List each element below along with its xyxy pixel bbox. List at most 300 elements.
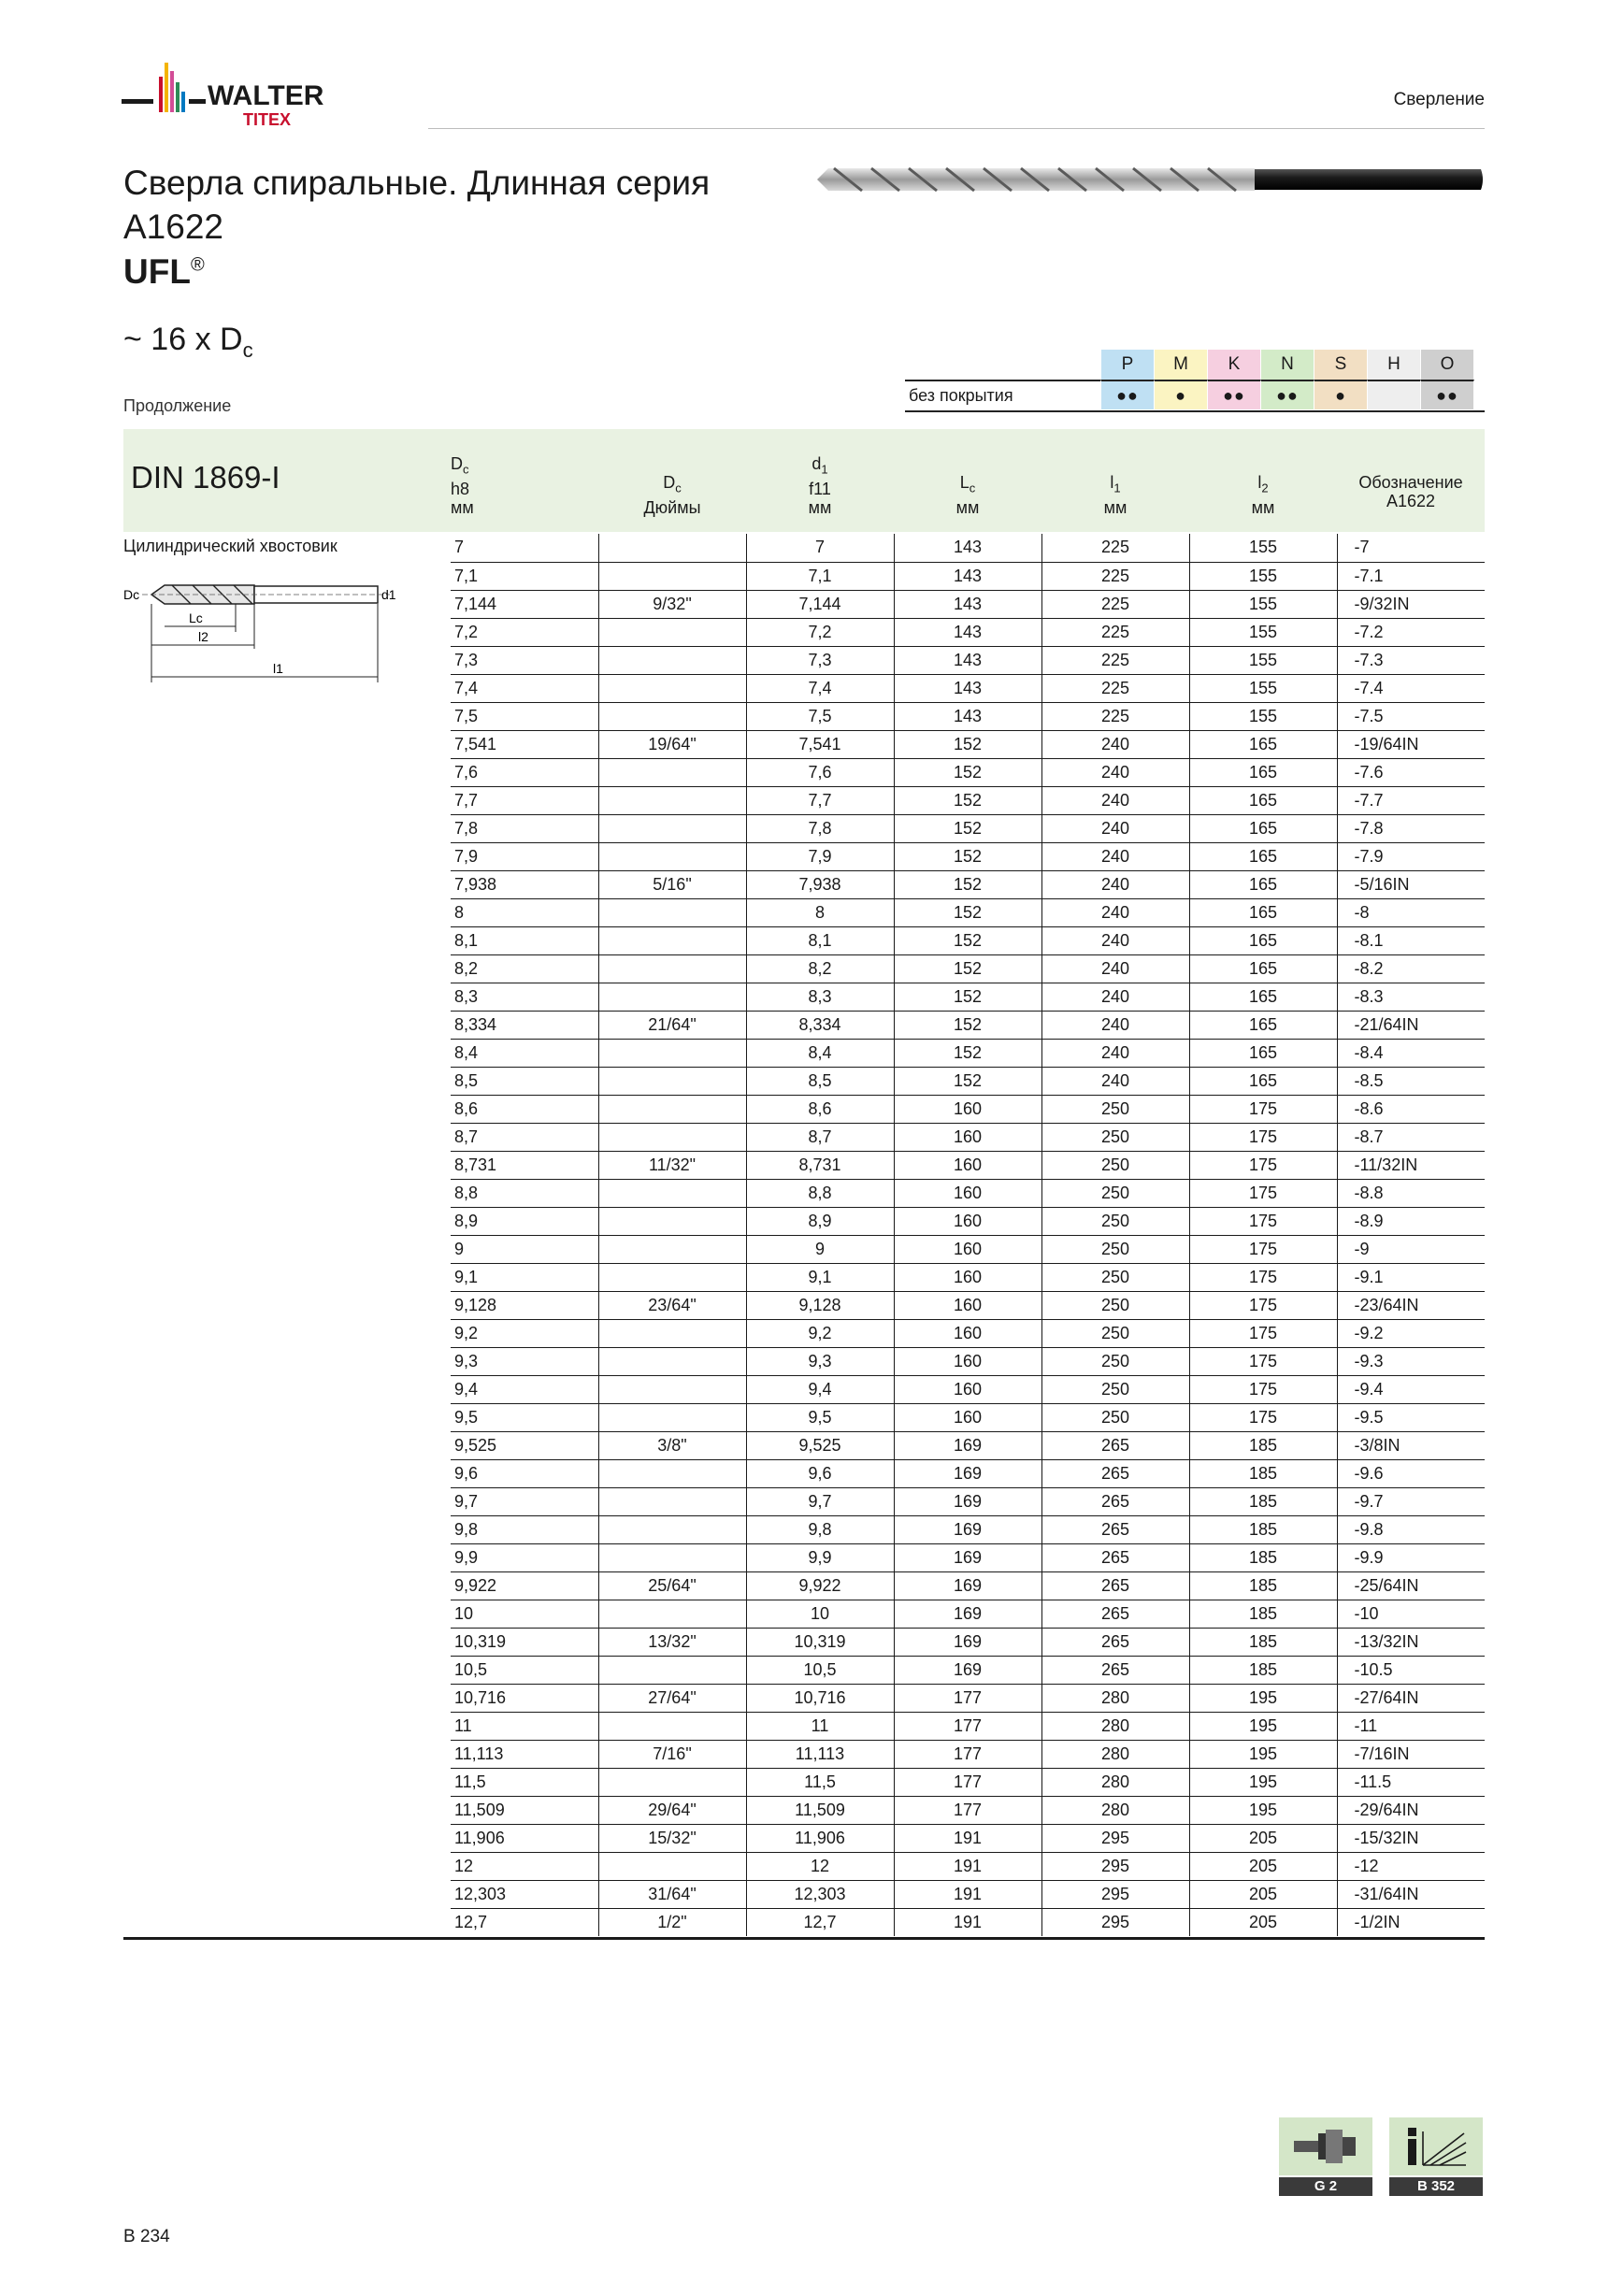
table-row bbox=[451, 562, 1485, 590]
cell-dc-inch bbox=[598, 1179, 746, 1207]
table-row bbox=[451, 1600, 1485, 1628]
cell-l1: 265 bbox=[1041, 1543, 1189, 1571]
cell-designation: -9.4 bbox=[1337, 1375, 1485, 1403]
cell-l2: 155 bbox=[1189, 674, 1337, 702]
ref-tag-g2: G 2 bbox=[1279, 2177, 1372, 2196]
cell-l1: 265 bbox=[1041, 1431, 1189, 1459]
cell-dc-mm: 7,6 bbox=[451, 758, 598, 786]
cell-dc-inch: 3/8" bbox=[598, 1431, 746, 1459]
cell-dc-mm: 7,3 bbox=[451, 646, 598, 674]
cell-designation: -19/64IN bbox=[1337, 730, 1485, 758]
cell-dc-inch bbox=[598, 1347, 746, 1375]
cell-d1: 8,6 bbox=[746, 1095, 894, 1123]
cell-lc: 169 bbox=[894, 1543, 1041, 1571]
cell-l1: 265 bbox=[1041, 1656, 1189, 1684]
cell-l2: 195 bbox=[1189, 1684, 1337, 1712]
col-header-l2: $l_2$ мм bbox=[1251, 473, 1275, 517]
material-suitability-grid bbox=[905, 350, 1474, 409]
cell-d1: 9,9 bbox=[746, 1543, 894, 1571]
cell-d1: 7,3 bbox=[746, 646, 894, 674]
table-row bbox=[451, 1319, 1485, 1347]
cell-d1: 7,938 bbox=[746, 870, 894, 898]
cell-dc-mm: 9,9 bbox=[451, 1543, 598, 1571]
cell-dc-mm: 7,9 bbox=[451, 842, 598, 870]
cell-l2: 175 bbox=[1189, 1123, 1337, 1151]
cell-designation: -7.2 bbox=[1337, 618, 1485, 646]
cell-designation: -8.7 bbox=[1337, 1123, 1485, 1151]
cell-dc-inch: 1/2" bbox=[598, 1908, 746, 1936]
cell-dc-inch bbox=[598, 646, 746, 674]
cell-l1: 295 bbox=[1041, 1824, 1189, 1852]
cell-d1: 10 bbox=[746, 1600, 894, 1628]
cell-d1: 7,144 bbox=[746, 590, 894, 618]
cell-l1: 225 bbox=[1041, 562, 1189, 590]
cell-dc-mm: 9,2 bbox=[451, 1319, 598, 1347]
cell-l1: 280 bbox=[1041, 1740, 1189, 1768]
rating-o: ●● bbox=[1421, 380, 1474, 409]
cell-lc: 177 bbox=[894, 1768, 1041, 1796]
cell-d1: 8 bbox=[746, 898, 894, 926]
cell-dc-mm: 8,731 bbox=[451, 1151, 598, 1179]
cell-lc: 191 bbox=[894, 1880, 1041, 1908]
ref-tag-b352: B 352 bbox=[1389, 2177, 1483, 2196]
cell-dc-mm: 7,7 bbox=[451, 786, 598, 814]
cell-designation: -9/32IN bbox=[1337, 590, 1485, 618]
cell-l2: 185 bbox=[1189, 1628, 1337, 1656]
cell-l2: 165 bbox=[1189, 898, 1337, 926]
cell-l1: 240 bbox=[1041, 1039, 1189, 1067]
cell-dc-mm: 7,8 bbox=[451, 814, 598, 842]
cell-d1: 7,2 bbox=[746, 618, 894, 646]
cell-l1: 250 bbox=[1041, 1179, 1189, 1207]
cell-dc-mm: 11,113 bbox=[451, 1740, 598, 1768]
cell-designation: -27/64IN bbox=[1337, 1684, 1485, 1712]
brand-sub-wordmark: TITEX bbox=[243, 110, 292, 129]
cell-lc: 169 bbox=[894, 1628, 1041, 1656]
cell-dc-inch: 13/32" bbox=[598, 1628, 746, 1656]
cell-dc-inch: 19/64" bbox=[598, 730, 746, 758]
table-row bbox=[451, 590, 1485, 618]
cell-dc-mm: 9,4 bbox=[451, 1375, 598, 1403]
table-row bbox=[451, 1263, 1485, 1291]
cell-designation: -9.6 bbox=[1337, 1459, 1485, 1487]
section-label: Сверление bbox=[1393, 90, 1485, 109]
shank-type-label: Цилиндрический хвостовик bbox=[123, 537, 338, 555]
cell-l1: 250 bbox=[1041, 1151, 1189, 1179]
cell-dc-inch bbox=[598, 1263, 746, 1291]
cell-l1: 240 bbox=[1041, 842, 1189, 870]
cell-l1: 240 bbox=[1041, 954, 1189, 983]
cell-l2: 165 bbox=[1189, 954, 1337, 983]
header-divider bbox=[428, 128, 1485, 129]
cell-designation: -8.6 bbox=[1337, 1095, 1485, 1123]
cell-dc-mm: 8,2 bbox=[451, 954, 598, 983]
cell-dc-mm: 8,1 bbox=[451, 926, 598, 954]
cell-dc-inch bbox=[598, 954, 746, 983]
cell-l1: 295 bbox=[1041, 1852, 1189, 1880]
cell-designation: -9.1 bbox=[1337, 1263, 1485, 1291]
cell-dc-inch bbox=[598, 1515, 746, 1543]
diagram-label-dc: Dc bbox=[123, 587, 140, 602]
cell-dc-inch: 23/64" bbox=[598, 1291, 746, 1319]
table-row bbox=[451, 1880, 1485, 1908]
cell-l2: 175 bbox=[1189, 1095, 1337, 1123]
cell-dc-mm: 8,4 bbox=[451, 1039, 598, 1067]
cell-dc-inch: 15/32" bbox=[598, 1824, 746, 1852]
cell-dc-mm: 8,9 bbox=[451, 1207, 598, 1235]
product-family: UFL® bbox=[123, 252, 205, 291]
cell-designation: -5/16IN bbox=[1337, 870, 1485, 898]
cell-designation: -9 bbox=[1337, 1235, 1485, 1263]
cell-l2: 175 bbox=[1189, 1263, 1337, 1291]
cell-designation: -11/32IN bbox=[1337, 1151, 1485, 1179]
cell-l2: 165 bbox=[1189, 870, 1337, 898]
table-row bbox=[451, 1375, 1485, 1403]
cell-l2: 175 bbox=[1189, 1375, 1337, 1403]
cell-l1: 250 bbox=[1041, 1347, 1189, 1375]
cell-dc-mm: 9,525 bbox=[451, 1431, 598, 1459]
cell-d1: 9,922 bbox=[746, 1571, 894, 1600]
table-row bbox=[451, 1543, 1485, 1571]
material-letters-row bbox=[905, 350, 1474, 380]
cell-dc-inch: 9/32" bbox=[598, 590, 746, 618]
cell-l2: 175 bbox=[1189, 1319, 1337, 1347]
diagram-label-lc: Lc bbox=[189, 610, 203, 625]
cell-l1: 280 bbox=[1041, 1796, 1189, 1824]
cell-dc-inch bbox=[598, 702, 746, 730]
table-row bbox=[451, 1039, 1485, 1067]
cell-designation: -9.7 bbox=[1337, 1487, 1485, 1515]
cell-dc-inch bbox=[598, 1375, 746, 1403]
cell-l2: 205 bbox=[1189, 1852, 1337, 1880]
cell-l1: 265 bbox=[1041, 1515, 1189, 1543]
cell-d1: 7,8 bbox=[746, 814, 894, 842]
cell-d1: 8,3 bbox=[746, 983, 894, 1011]
cell-dc-mm: 9,1 bbox=[451, 1263, 598, 1291]
cell-lc: 152 bbox=[894, 954, 1041, 983]
cell-designation: -3/8IN bbox=[1337, 1431, 1485, 1459]
cell-l1: 240 bbox=[1041, 758, 1189, 786]
diagram-label-d1: d1 bbox=[381, 587, 396, 602]
cell-designation: -7.3 bbox=[1337, 646, 1485, 674]
material-o: O bbox=[1421, 350, 1474, 380]
cell-d1: 7 bbox=[746, 534, 894, 562]
rating-h bbox=[1368, 380, 1421, 409]
cell-designation: -7 bbox=[1337, 534, 1485, 562]
cell-dc-mm: 8,334 bbox=[451, 1011, 598, 1039]
table-row bbox=[451, 1347, 1485, 1375]
cell-designation: -1/2IN bbox=[1337, 1908, 1485, 1936]
cell-dc-inch bbox=[598, 618, 746, 646]
tool-holder-icon bbox=[1279, 2117, 1372, 2175]
cell-designation: -8.9 bbox=[1337, 1207, 1485, 1235]
cell-l2: 155 bbox=[1189, 646, 1337, 674]
cell-dc-inch: 21/64" bbox=[598, 1011, 746, 1039]
cell-d1: 12,7 bbox=[746, 1908, 894, 1936]
ref-b352[interactable] bbox=[1389, 2117, 1483, 2196]
product-code: A1622 bbox=[123, 208, 223, 246]
cell-lc: 143 bbox=[894, 646, 1041, 674]
cell-l2: 205 bbox=[1189, 1908, 1337, 1936]
cell-dc-mm: 8 bbox=[451, 898, 598, 926]
cell-d1: 8,4 bbox=[746, 1039, 894, 1067]
cell-d1: 8,9 bbox=[746, 1207, 894, 1235]
cell-l2: 175 bbox=[1189, 1235, 1337, 1263]
table-row bbox=[451, 983, 1485, 1011]
cell-dc-inch: 7/16" bbox=[598, 1740, 746, 1768]
cell-dc-inch bbox=[598, 1235, 746, 1263]
cell-d1: 9,5 bbox=[746, 1403, 894, 1431]
cell-d1: 10,319 bbox=[746, 1628, 894, 1656]
material-m: M bbox=[1155, 350, 1208, 380]
table-row bbox=[451, 758, 1485, 786]
rating-m: ● bbox=[1155, 380, 1208, 409]
table-row bbox=[451, 870, 1485, 898]
page-title: Сверла спиральные. Длинная серия bbox=[123, 164, 711, 202]
cell-d1: 7,4 bbox=[746, 674, 894, 702]
cell-d1: 7,5 bbox=[746, 702, 894, 730]
material-p: P bbox=[1101, 350, 1155, 380]
cell-dc-inch: 31/64" bbox=[598, 1880, 746, 1908]
cell-designation: -8.3 bbox=[1337, 983, 1485, 1011]
cell-dc-mm: 7,938 bbox=[451, 870, 598, 898]
table-row bbox=[451, 730, 1485, 758]
cell-designation: -12 bbox=[1337, 1852, 1485, 1880]
table-row bbox=[451, 618, 1485, 646]
cell-lc: 160 bbox=[894, 1235, 1041, 1263]
cell-l2: 165 bbox=[1189, 926, 1337, 954]
cell-l1: 250 bbox=[1041, 1207, 1189, 1235]
cell-dc-inch bbox=[598, 842, 746, 870]
rating-p: ●● bbox=[1101, 380, 1155, 409]
cell-d1: 11,906 bbox=[746, 1824, 894, 1852]
table-row bbox=[451, 1011, 1485, 1039]
cell-l1: 250 bbox=[1041, 1235, 1189, 1263]
cell-l2: 155 bbox=[1189, 534, 1337, 562]
cell-dc-inch bbox=[598, 1543, 746, 1571]
rating-n: ●● bbox=[1261, 380, 1314, 409]
rating-k: ●● bbox=[1208, 380, 1261, 409]
cell-l2: 205 bbox=[1189, 1880, 1337, 1908]
cell-d1: 9,6 bbox=[746, 1459, 894, 1487]
table-row bbox=[451, 1908, 1485, 1936]
cell-lc: 160 bbox=[894, 1291, 1041, 1319]
table-body bbox=[451, 534, 1485, 1936]
material-grid-rule bbox=[905, 410, 1485, 412]
cell-l2: 195 bbox=[1189, 1768, 1337, 1796]
cell-designation: -8.5 bbox=[1337, 1067, 1485, 1095]
ref-g2[interactable] bbox=[1279, 2117, 1372, 2196]
cell-lc: 177 bbox=[894, 1684, 1041, 1712]
cell-dc-inch bbox=[598, 786, 746, 814]
cell-l2: 155 bbox=[1189, 590, 1337, 618]
cell-l2: 185 bbox=[1189, 1543, 1337, 1571]
table-row bbox=[451, 1291, 1485, 1319]
cell-dc-mm: 8,8 bbox=[451, 1179, 598, 1207]
cell-dc-inch: 5/16" bbox=[598, 870, 746, 898]
cell-designation: -9.5 bbox=[1337, 1403, 1485, 1431]
cell-designation: -9.2 bbox=[1337, 1319, 1485, 1347]
cell-designation: -8.8 bbox=[1337, 1179, 1485, 1207]
cell-l1: 225 bbox=[1041, 534, 1189, 562]
cell-designation: -7.8 bbox=[1337, 814, 1485, 842]
cell-dc-mm: 12,303 bbox=[451, 1880, 598, 1908]
brand-wordmark: WALTER bbox=[208, 80, 324, 111]
diagram-label-l1: l1 bbox=[273, 661, 283, 676]
cell-lc: 160 bbox=[894, 1179, 1041, 1207]
cell-d1: 10,716 bbox=[746, 1684, 894, 1712]
col-header-d1: $d_1$ f11 мм bbox=[808, 454, 832, 517]
table-row bbox=[451, 786, 1485, 814]
cell-lc: 152 bbox=[894, 926, 1041, 954]
cell-dc-inch bbox=[598, 926, 746, 954]
cell-designation: -10.5 bbox=[1337, 1656, 1485, 1684]
cell-designation: -25/64IN bbox=[1337, 1571, 1485, 1600]
cell-l2: 175 bbox=[1189, 1151, 1337, 1179]
cell-dc-inch bbox=[598, 1403, 746, 1431]
cell-d1: 7,9 bbox=[746, 842, 894, 870]
cell-d1: 11 bbox=[746, 1712, 894, 1740]
rating-s: ● bbox=[1314, 380, 1368, 409]
cell-l1: 240 bbox=[1041, 926, 1189, 954]
cell-dc-mm: 11,5 bbox=[451, 1768, 598, 1796]
cell-dc-mm: 8,6 bbox=[451, 1095, 598, 1123]
cell-l1: 225 bbox=[1041, 674, 1189, 702]
cell-lc: 177 bbox=[894, 1712, 1041, 1740]
page-number: B 234 bbox=[123, 2227, 170, 2246]
cell-dc-mm: 8,3 bbox=[451, 983, 598, 1011]
cell-designation: -7.1 bbox=[1337, 562, 1485, 590]
cell-d1: 8,2 bbox=[746, 954, 894, 983]
cell-l2: 155 bbox=[1189, 702, 1337, 730]
coating-label: без покрытия bbox=[905, 380, 1101, 409]
cell-d1: 8,8 bbox=[746, 1179, 894, 1207]
cell-l2: 155 bbox=[1189, 618, 1337, 646]
cell-lc: 191 bbox=[894, 1824, 1041, 1852]
cell-dc-inch bbox=[598, 1852, 746, 1880]
cell-d1: 7,6 bbox=[746, 758, 894, 786]
cell-designation: -11.5 bbox=[1337, 1768, 1485, 1796]
cell-l1: 225 bbox=[1041, 702, 1189, 730]
cell-d1: 9,4 bbox=[746, 1375, 894, 1403]
cell-l2: 175 bbox=[1189, 1347, 1337, 1375]
cell-l1: 240 bbox=[1041, 814, 1189, 842]
col-header-dc-inch: $D_c$ Дюймы bbox=[643, 473, 701, 517]
cell-designation: -13/32IN bbox=[1337, 1628, 1485, 1656]
cell-l2: 195 bbox=[1189, 1796, 1337, 1824]
cell-lc: 152 bbox=[894, 758, 1041, 786]
table-row bbox=[451, 1571, 1485, 1600]
cell-dc-mm: 8,5 bbox=[451, 1067, 598, 1095]
table-row bbox=[451, 534, 1485, 562]
cell-dc-inch bbox=[598, 1095, 746, 1123]
cell-l2: 175 bbox=[1189, 1291, 1337, 1319]
cell-dc-mm: 7,5 bbox=[451, 702, 598, 730]
cell-d1: 10,5 bbox=[746, 1656, 894, 1684]
table-row bbox=[451, 1628, 1485, 1656]
cell-designation: -7.5 bbox=[1337, 702, 1485, 730]
cell-lc: 152 bbox=[894, 842, 1041, 870]
table-row bbox=[451, 842, 1485, 870]
cell-dc-mm: 11 bbox=[451, 1712, 598, 1740]
cell-dc-inch bbox=[598, 1459, 746, 1487]
cell-l1: 240 bbox=[1041, 1067, 1189, 1095]
cell-l2: 165 bbox=[1189, 1011, 1337, 1039]
cell-designation: -9.9 bbox=[1337, 1543, 1485, 1571]
cell-l1: 240 bbox=[1041, 870, 1189, 898]
cell-lc: 152 bbox=[894, 786, 1041, 814]
cell-d1: 7,1 bbox=[746, 562, 894, 590]
cell-dc-mm: 10,319 bbox=[451, 1628, 598, 1656]
cell-l2: 165 bbox=[1189, 983, 1337, 1011]
cell-l2: 175 bbox=[1189, 1179, 1337, 1207]
cell-lc: 160 bbox=[894, 1319, 1041, 1347]
cell-lc: 152 bbox=[894, 1011, 1041, 1039]
cell-d1: 12 bbox=[746, 1852, 894, 1880]
info-chart-icon bbox=[1389, 2117, 1483, 2175]
col-header-designation: Обозначение A1622 bbox=[1358, 473, 1463, 510]
cell-l2: 165 bbox=[1189, 1039, 1337, 1067]
cell-d1: 8,334 bbox=[746, 1011, 894, 1039]
cell-lc: 169 bbox=[894, 1459, 1041, 1487]
table-row bbox=[451, 1151, 1485, 1179]
cell-dc-inch: 29/64" bbox=[598, 1796, 746, 1824]
cell-l1: 295 bbox=[1041, 1880, 1189, 1908]
cell-l1: 225 bbox=[1041, 646, 1189, 674]
cell-d1: 7,7 bbox=[746, 786, 894, 814]
cell-lc: 152 bbox=[894, 1039, 1041, 1067]
cell-dc-inch: 25/64" bbox=[598, 1571, 746, 1600]
cell-l2: 185 bbox=[1189, 1656, 1337, 1684]
continued-label: Продолжение bbox=[123, 396, 232, 415]
table-row bbox=[451, 1123, 1485, 1151]
cell-dc-mm: 12 bbox=[451, 1852, 598, 1880]
cell-designation: -10 bbox=[1337, 1600, 1485, 1628]
cell-l2: 165 bbox=[1189, 814, 1337, 842]
cell-designation: -11 bbox=[1337, 1712, 1485, 1740]
cell-lc: 143 bbox=[894, 674, 1041, 702]
cell-lc: 191 bbox=[894, 1908, 1041, 1936]
cell-d1: 9 bbox=[746, 1235, 894, 1263]
table-row bbox=[451, 1235, 1485, 1263]
cell-lc: 169 bbox=[894, 1600, 1041, 1628]
cell-dc-mm: 9 bbox=[451, 1235, 598, 1263]
cell-l2: 165 bbox=[1189, 730, 1337, 758]
col-header-lc: $L_c$ мм bbox=[955, 473, 980, 517]
cell-lc: 160 bbox=[894, 1375, 1041, 1403]
cell-dc-mm: 10,5 bbox=[451, 1656, 598, 1684]
cell-dc-inch bbox=[598, 1319, 746, 1347]
cell-l1: 280 bbox=[1041, 1768, 1189, 1796]
material-k: K bbox=[1208, 350, 1261, 380]
cell-dc-mm: 9,922 bbox=[451, 1571, 598, 1600]
cell-l2: 185 bbox=[1189, 1431, 1337, 1459]
cell-lc: 160 bbox=[894, 1207, 1041, 1235]
cell-dc-inch bbox=[598, 1768, 746, 1796]
cell-designation: -8.2 bbox=[1337, 954, 1485, 983]
cell-l2: 185 bbox=[1189, 1487, 1337, 1515]
cell-l1: 250 bbox=[1041, 1263, 1189, 1291]
cell-d1: 8,1 bbox=[746, 926, 894, 954]
cell-dc-mm: 7,4 bbox=[451, 674, 598, 702]
cell-l2: 175 bbox=[1189, 1207, 1337, 1235]
cell-dc-mm: 7,2 bbox=[451, 618, 598, 646]
cell-dc-mm: 10 bbox=[451, 1600, 598, 1628]
cell-dc-inch bbox=[598, 1712, 746, 1740]
cell-l2: 205 bbox=[1189, 1824, 1337, 1852]
cell-lc: 169 bbox=[894, 1431, 1041, 1459]
cell-dc-mm: 9,5 bbox=[451, 1403, 598, 1431]
